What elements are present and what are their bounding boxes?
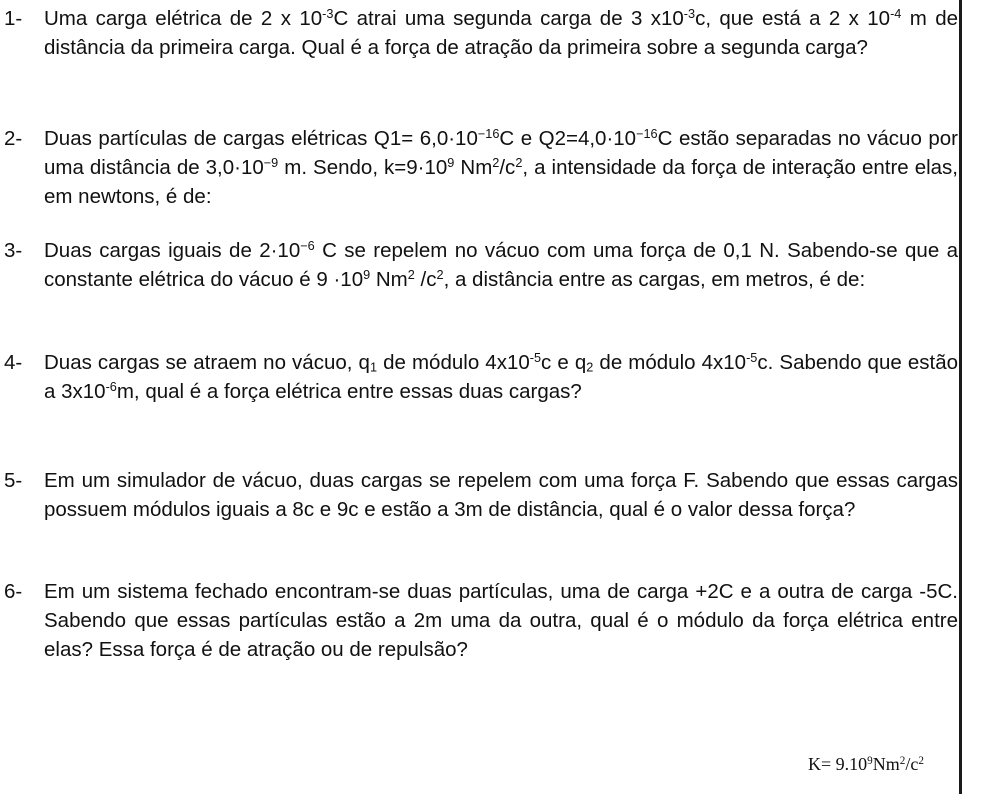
text-run: de módulo 4x10 bbox=[377, 351, 530, 374]
page-right-border bbox=[959, 0, 962, 794]
text-run: de módulo 4x10 bbox=[593, 351, 747, 374]
exponent: -4 bbox=[890, 6, 902, 22]
exponent: -5 bbox=[746, 350, 758, 366]
question-4 bbox=[0, 348, 958, 406]
exponent: −6 bbox=[300, 238, 315, 254]
text-run: C e Q2=4,0·10 bbox=[499, 127, 637, 150]
exponent: 2 bbox=[492, 155, 500, 171]
exponent: 2 bbox=[918, 754, 924, 767]
exponent: 2 bbox=[436, 267, 444, 283]
exponent: -3 bbox=[683, 6, 696, 22]
text-run: c, que está a 2 x 10 bbox=[695, 7, 891, 30]
question-text bbox=[44, 348, 958, 406]
question-1 bbox=[0, 4, 958, 62]
text-run: /c bbox=[905, 754, 919, 774]
text-run: C atrai uma segunda carga de 3 x10 bbox=[333, 7, 684, 30]
exponent: −16 bbox=[636, 126, 658, 142]
text-run: C estão separadas no vácuo por uma distância de 3,0·10 bbox=[44, 127, 958, 179]
text-run: , a distância entre as cargas, em metros, é de: bbox=[443, 268, 866, 291]
exponent: 9 bbox=[363, 267, 371, 283]
question-text bbox=[44, 236, 958, 294]
exponent: 9 bbox=[447, 155, 455, 171]
subscript: 1 bbox=[369, 359, 378, 375]
text-run: Duas cargas se atraem no vácuo, q bbox=[44, 351, 370, 374]
text-run: Nm bbox=[370, 268, 408, 291]
question-text bbox=[44, 577, 958, 664]
text-run: C se repelem no vácuo com uma força de 0,1 N. Sabendo-se que a constante elétrica do vácuo é 9 ·10 bbox=[44, 239, 958, 291]
text-run: Nm bbox=[454, 156, 493, 179]
question-number: 5- bbox=[4, 469, 23, 492]
text-run: Duas cargas iguais de 2·10 bbox=[44, 239, 301, 262]
question-number: 4- bbox=[4, 351, 23, 374]
text-run: Uma carga elétrica de 2 x 10 bbox=[44, 7, 323, 30]
exponent: 9 bbox=[867, 754, 873, 767]
question-number: 1- bbox=[4, 7, 23, 30]
exponent: 2 bbox=[515, 155, 523, 171]
exponent: 2 bbox=[407, 267, 415, 283]
exponent: −9 bbox=[263, 155, 279, 171]
text-run: /c bbox=[499, 156, 516, 179]
coulomb-constant-formula bbox=[808, 754, 924, 775]
question-6 bbox=[0, 577, 958, 664]
text-run: , a intensidade da força de interação entre elas, em newtons, é de: bbox=[44, 156, 959, 208]
subscript: 2 bbox=[586, 359, 594, 375]
text-run: /c bbox=[414, 268, 437, 291]
text-run: c. Sabendo que estão a 3x10 bbox=[44, 351, 958, 403]
text-run: m. Sendo, k=9·10 bbox=[278, 156, 448, 179]
question-text bbox=[44, 466, 958, 524]
question-text bbox=[44, 4, 958, 62]
exponent: -6 bbox=[105, 379, 117, 395]
exponent: -3 bbox=[322, 6, 334, 22]
question-text bbox=[44, 124, 958, 211]
question-5 bbox=[0, 466, 958, 524]
text-run: Em um simulador de vácuo, duas cargas se repelem com uma força F. Sabendo que essas cargas possuem módulos iguais a 8c e 9c e estão a 3m de distância, qual é o valor dessa força? bbox=[44, 469, 958, 521]
text-run: c e q bbox=[541, 351, 587, 374]
exponent: -5 bbox=[529, 350, 542, 366]
exponent: 2 bbox=[899, 754, 906, 767]
text-run: Duas partículas de cargas elétricas Q1= 6,0·10 bbox=[44, 127, 478, 150]
text-run: Em um sistema fechado encontram-se duas partículas, uma de carga +2C e a outra de carga -5C. Sabendo que essas partículas estão a 2m uma da outra, qual é o módulo da força elétrica entre elas? Essa força é de atração ou de repulsão? bbox=[44, 580, 958, 661]
exponent: −16 bbox=[477, 126, 500, 142]
question-number: 6- bbox=[4, 580, 23, 603]
text-run: m de distância da primeira carga. Qual é a força de atração da primeira sobre a segunda carga? bbox=[44, 7, 958, 59]
question-3 bbox=[0, 236, 958, 294]
text-run: K= 9.10 bbox=[808, 754, 868, 774]
question-number: 3- bbox=[4, 239, 23, 262]
text-run: m, qual é a força elétrica entre essas duas cargas? bbox=[116, 380, 582, 403]
question-number: 2- bbox=[4, 127, 23, 150]
text-run: Nm bbox=[872, 754, 900, 774]
question-2 bbox=[0, 124, 958, 211]
